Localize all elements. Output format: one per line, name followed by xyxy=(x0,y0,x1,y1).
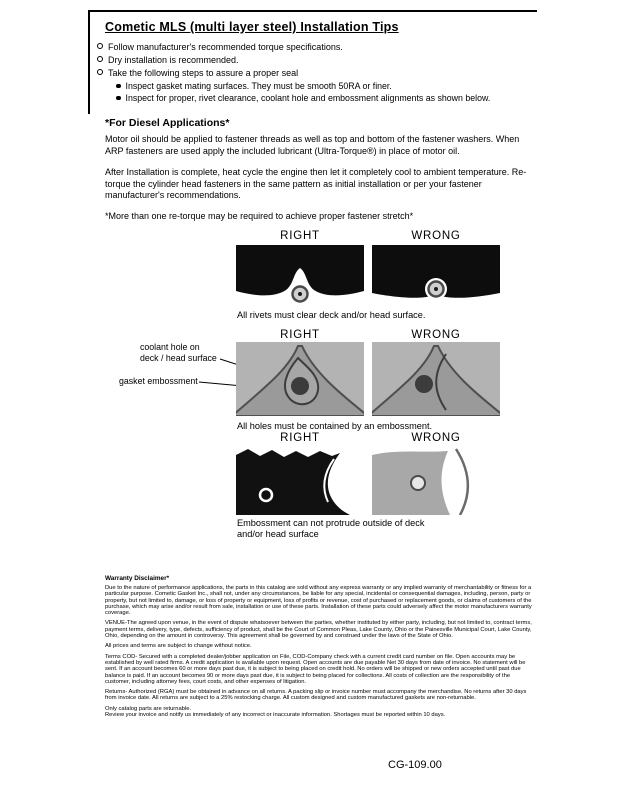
page-code: CG-109.00 xyxy=(388,759,442,771)
list-item xyxy=(116,93,490,105)
embossment-caption: Embossment can not protrude outside of deck and/or head surface xyxy=(237,518,425,539)
disclaimer-paragraph: Review your invoice and notify us immediately of any incorrect or inaccurate information. Shortages must be reported within 10 days. xyxy=(105,712,446,719)
wrong-header: WRONG xyxy=(411,432,461,444)
hollow-bullet-icon xyxy=(97,69,103,75)
tips-sub-list xyxy=(116,81,490,105)
rivet-right-diagram xyxy=(236,245,364,305)
holes-right-diagram xyxy=(236,342,364,416)
disclaimer-body xyxy=(105,585,535,722)
tip-text: Inspect gasket mating surfaces. They must be smooth 50RA or finer. xyxy=(125,81,392,91)
coolant-hole-label: coolant hole on deck / head surface xyxy=(140,342,217,363)
wrong-header: WRONG xyxy=(411,230,461,242)
disclaimer-heading: Warranty Disclaimer* xyxy=(105,575,170,582)
tip-text: Follow manufacturer's recommended torque specifications. xyxy=(108,42,343,52)
right-header: RIGHT xyxy=(280,230,320,242)
tips-list xyxy=(97,42,343,81)
right-header: RIGHT xyxy=(280,329,320,341)
filled-bullet-icon xyxy=(116,84,121,89)
hollow-bullet-icon xyxy=(97,43,103,49)
retorque-note: *More than one re-torque may be required to achieve proper fastener stretch* xyxy=(105,211,414,221)
disclaimer-paragraph: Due to the nature of performance applications, the parts in this catalog are sold without any express warranty or any implied warranty of merchantability or fitness for a particular purpose. Cometic Gasket Inc., shall not, under any circumstances, be liable for any special, incidental or consequential damages, including, person, party or property, but not limited to, damage, or loss of property or equipment, loss of profits or revenue, cost of purchased or replacement goods, or claims of customers of the purchase, which may arise and/or result from sale, installation or use of these parts. Installation of these parts could adversely affect the motor manufacturers warranty coverage. xyxy=(105,585,532,617)
list-item xyxy=(116,81,490,93)
wrong-header: WRONG xyxy=(411,329,461,341)
right-header: RIGHT xyxy=(280,432,320,444)
gasket-embossment-label: gasket embossment xyxy=(119,376,198,386)
list-item xyxy=(97,55,343,68)
embossment-wrong-diagram xyxy=(372,445,500,515)
embossment-right-diagram xyxy=(236,445,364,515)
left-rule xyxy=(88,10,90,114)
rivet-wrong-diagram xyxy=(372,245,500,305)
diesel-paragraph-1: Motor oil should be applied to fastener threads as well as top and bottom of the fastener washers. When ARP fasteners are used apply the included lubricant (Ultra-Torque®) in place of motor oil. xyxy=(105,134,520,156)
holes-wrong-diagram xyxy=(372,342,500,416)
hollow-bullet-icon xyxy=(97,56,103,62)
filled-bullet-icon xyxy=(116,96,121,101)
tip-text: Inspect for proper, rivet clearance, coolant hole and embossment alignments as shown below. xyxy=(125,93,491,103)
disclaimer-paragraph: Only catalog parts are returnable. xyxy=(105,705,192,712)
rivets-caption: All rivets must clear deck and/or head surface. xyxy=(237,310,426,320)
top-rule xyxy=(88,10,537,12)
disclaimer-paragraph: Terms COD- Secured with a completed dealer/jobber application on File, COD-Company check with a current credit card number on file. Open accounts may be established by well rated firms. A credit application is available upon request. Open accounts are due payable Net 30 days from date of invoice. No statement will be sent. If an account becomes 60 or more days past due, it is subject to being placed on credit hold. No orders will be shipped or new orders accepted until past due balance is paid. If an account becomes 90 or more days past due, it is subject to being placed for collections. All costs of collection are the responsibility of the customer, including attorney fees, court costs, and other expenses of litigation. xyxy=(105,653,526,685)
disclaimer-paragraph: Returns- Authorized (RGA) must be obtained in advance on all returns. A packing slip or invoice number must accompany the merchandise. No returns after 30 days from invoice date. All returns are subject to a 25% restocking charge. All custom designed and custom manufactured gaskets are non-returnable. xyxy=(105,689,527,702)
list-item xyxy=(97,42,343,55)
holes-caption: All holes must be contained by an embossment. xyxy=(237,421,433,431)
diesel-paragraph-2: After Installation is complete, heat cycle the engine then let it completely cool to ambient temperature. Re-torque the cylinder head fasteners in the same pattern as initial installation or per your fastener manufacturer's recommendations. xyxy=(105,167,527,200)
diesel-heading: *For Diesel Applications* xyxy=(105,117,230,129)
disclaimer-paragraph: VENUE-The agreed upon venue, in the event of dispute whatsoever between the parties, whether instituted by either party, including, but not limited to, contract terms, payment terms, delivery, type, defects, sufficiency of product, shall be the Court of Common Pleas, Lake County, Ohio or the Painesville Municipal Court, Lake County, Ohio, depending on the amount in controversy. This agreement shall be governed by and construed under the laws of the State of Ohio. xyxy=(105,620,532,640)
list-item xyxy=(97,68,343,81)
tip-text: Take the following steps to assure a proper seal xyxy=(108,68,299,78)
disclaimer-paragraph: All prices and terms are subject to change without notice. xyxy=(105,643,252,650)
page-title: Cometic MLS (multi layer steel) Installation Tips xyxy=(105,20,399,34)
tip-text: Dry installation is recommended. xyxy=(108,55,239,65)
